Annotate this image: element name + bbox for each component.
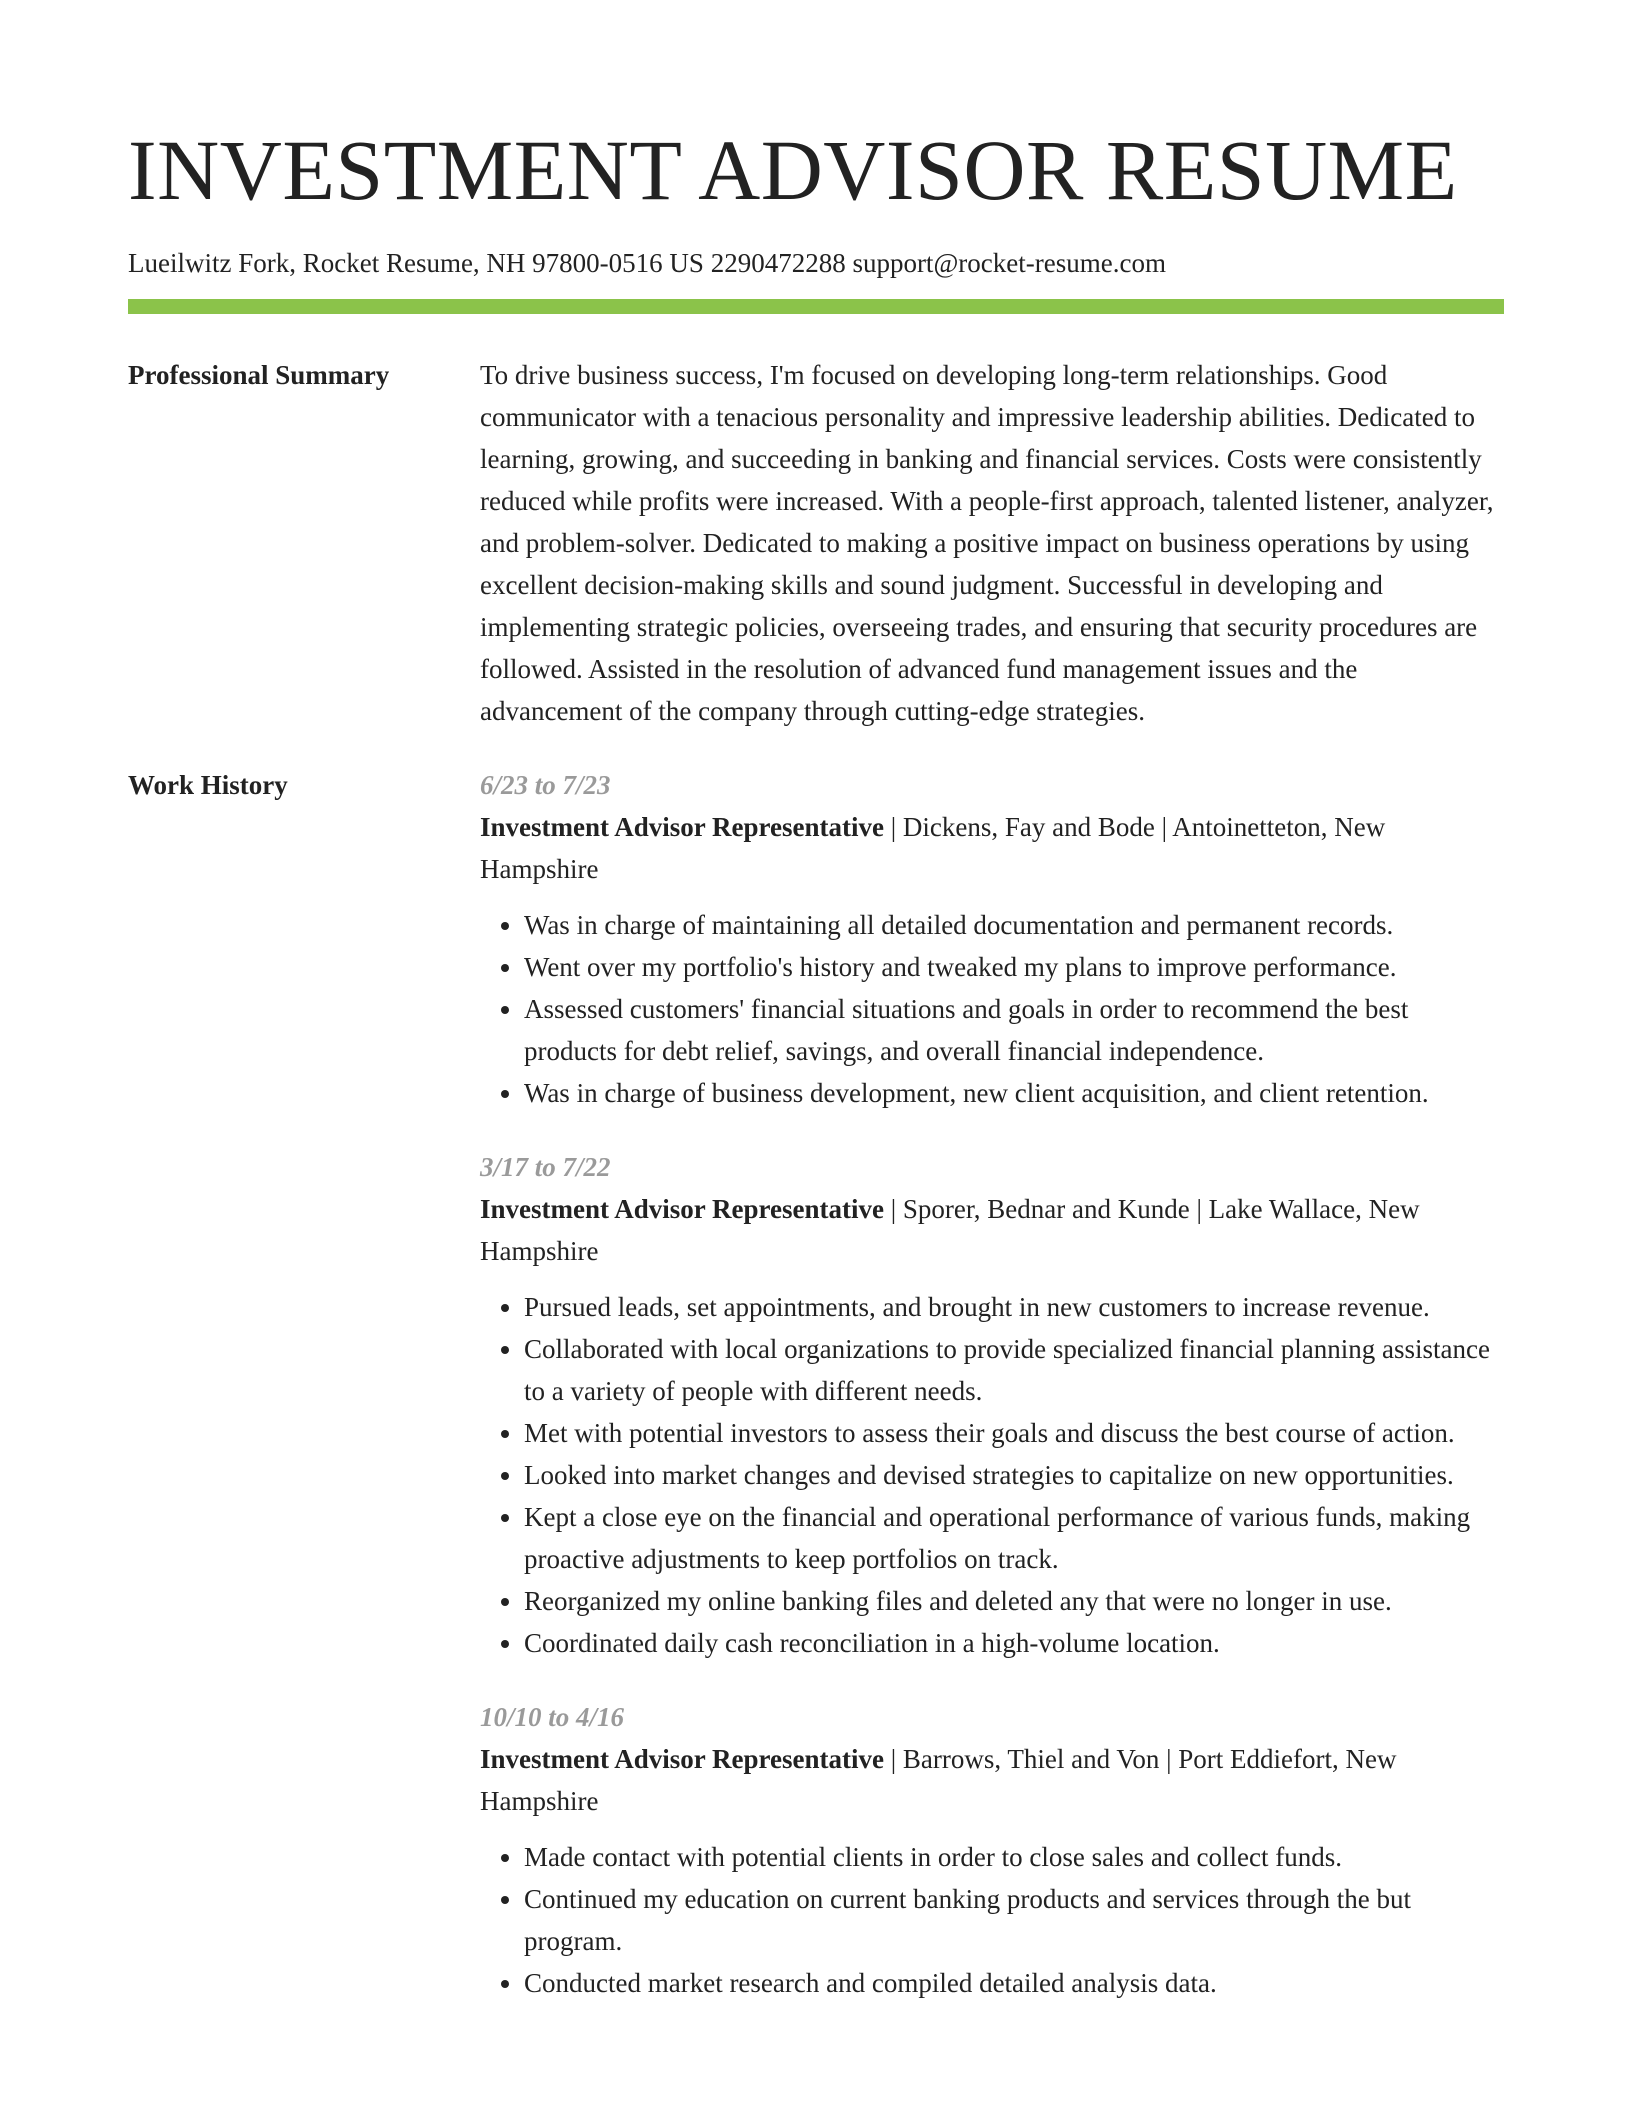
professional-summary-section [128, 354, 1504, 732]
job-dates: 10/10 to 4/16 [480, 1702, 625, 1732]
job-details: | Barrows, Thiel and Von | Port Eddiefort, New Hampshire [480, 1744, 1397, 1816]
job-dates: 6/23 to 7/23 [480, 770, 611, 800]
resume-title: INVESTMENT ADVISOR RESUME [128, 122, 1458, 218]
job-title: Investment Advisor Representative [480, 812, 884, 842]
contact-line: Lueilwitz Fork, Rocket Resume, NH 97800-0516 US 2290472288 support@rocket-resume.com [128, 248, 1166, 278]
job-bullets [480, 1286, 1504, 1664]
job-details: | Dickens, Fay and Bode | Antoinetteton, New Hampshire [480, 812, 1386, 884]
section-label-summary: Professional Summary [128, 360, 390, 390]
job-bullet: • Met with potential investors to assess their goals and discuss the best course of action. [524, 1412, 1504, 1454]
job-header [480, 1738, 1504, 1822]
work-history-section [128, 764, 1504, 2036]
job-bullet: • Kept a close eye on the financial and operational performance of various funds, making proactive adjustments to keep portfolios on track. [524, 1496, 1504, 1580]
job-bullet: • Was in charge of business development, new client acquisition, and client retention. [524, 1072, 1504, 1114]
job-details: | Sporer, Bednar and Kunde | Lake Wallace, New Hampshire [480, 1194, 1420, 1266]
job-bullet: • Was in charge of maintaining all detailed documentation and permanent records. [524, 904, 1504, 946]
jobs-list [480, 764, 1504, 2036]
section-label-work-history: Work History [128, 770, 288, 800]
job-entry [480, 1696, 1504, 2004]
job-title: Investment Advisor Representative [480, 1744, 884, 1774]
job-dates: 3/17 to 7/22 [480, 1152, 611, 1182]
job-title: Investment Advisor Representative [480, 1194, 884, 1224]
job-bullets [480, 1836, 1504, 2004]
job-bullet: • Made contact with potential clients in order to close sales and collect funds. [524, 1836, 1504, 1878]
job-bullet: • Coordinated daily cash reconciliation in a high-volume location. [524, 1622, 1504, 1664]
job-bullet: • Assessed customers' financial situations and goals in order to recommend the best products for debt relief, savings, and overall financial independence. [524, 988, 1504, 1072]
job-bullet: • Conducted market research and compiled detailed analysis data. [524, 1962, 1504, 2004]
job-bullets [480, 904, 1504, 1114]
job-header [480, 806, 1504, 890]
job-bullet: • Looked into market changes and devised strategies to capitalize on new opportunities. [524, 1454, 1504, 1496]
job-header [480, 1188, 1504, 1272]
job-bullet: • Continued my education on current banking products and services through the but program. [524, 1878, 1504, 1962]
job-entry [480, 764, 1504, 1114]
resume-page [128, 0, 1504, 2036]
header-divider [128, 299, 1504, 314]
job-bullet: • Reorganized my online banking files and deleted any that were no longer in use. [524, 1580, 1504, 1622]
job-bullet: • Collaborated with local organizations to provide specialized financial planning assistance to a variety of people with different needs. [524, 1328, 1504, 1412]
job-bullet: • Pursued leads, set appointments, and brought in new customers to increase revenue. [524, 1286, 1504, 1328]
summary-text: To drive business success, I'm focused on developing long-term relationships. Good communicator with a tenacious personality and impressive leadership abilities. Dedicated to learning, growing, and succeeding in banking and financial services. Costs were consistently reduced while profits were increased. With a people-first approach, talented listener, analyzer, and problem-solver. Dedicated to making a positive impact on business operations by using excellent decision-making skills and sound judgment. Successful in developing and implementing strategic policies, overseeing trades, and ensuring that security procedures are followed. Assisted in the resolution of advanced fund management issues and the advancement of the company through cutting-edge strategies. [480, 360, 1494, 726]
job-entry [480, 1146, 1504, 1664]
job-bullet: • Went over my portfolio's history and tweaked my plans to improve performance. [524, 946, 1504, 988]
